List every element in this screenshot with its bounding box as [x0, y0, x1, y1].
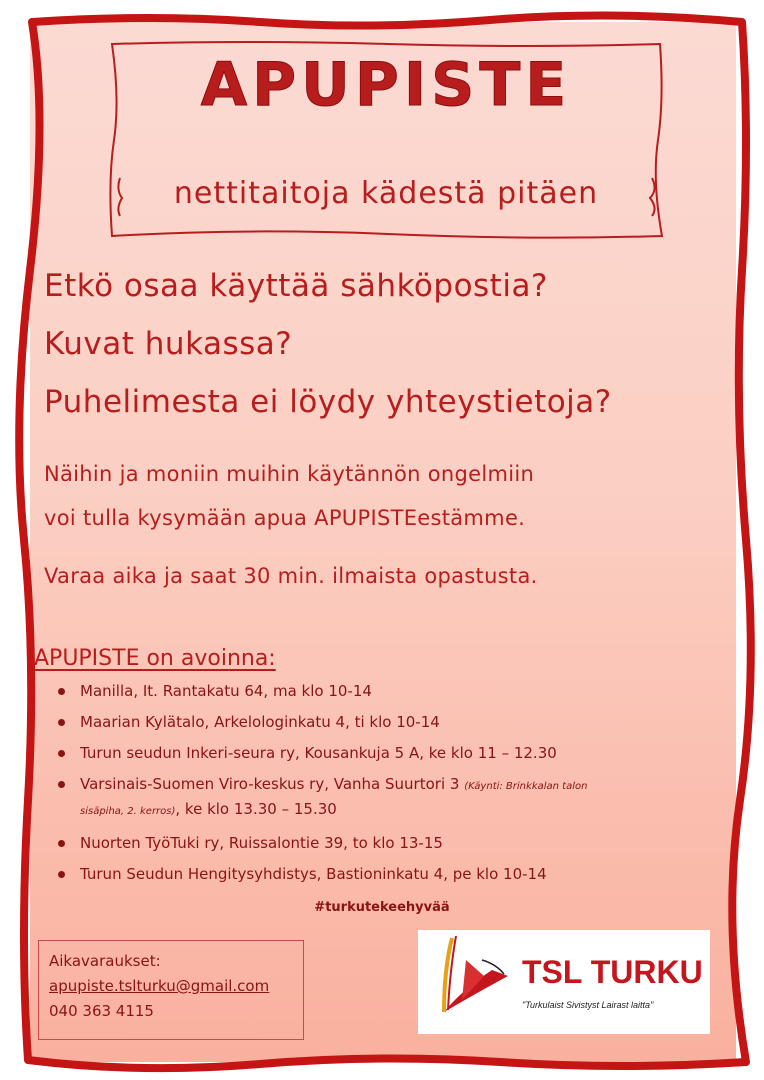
- list-item: Turun Seudun Hengitysyhdistys, Bastioninkatu 4, pe klo 10-14: [52, 863, 712, 885]
- logo-tagline: "Turkulaist Sivistyst Lairast laitta": [522, 1000, 654, 1010]
- intro-line-1: Näihin ja moniin muihin käytännön ongelmiin: [44, 462, 535, 486]
- contact-email-link[interactable]: apupiste.tslturku@gmail.com: [49, 977, 270, 995]
- location-viro-time: , ke klo 13.30 – 15.30: [175, 800, 337, 818]
- list-item: Nuorten TyöTuki ry, Ruissalontie 39, to klo 13-15: [52, 832, 712, 854]
- list-item: Turun seudun Inkeri-seura ry, Kousankuja 5 A, ke klo 11 – 12.30: [52, 742, 712, 764]
- contact-label: Aikavaraukset:: [49, 952, 161, 970]
- question-contacts: Puhelimesta ei löydy yhteystietoja?: [44, 384, 612, 420]
- sail-logo-icon: [422, 930, 522, 1034]
- contact-phone: 040 363 4115: [49, 1002, 154, 1020]
- list-item: Maarian Kylätalo, Arkelologinkatu 4, ti klo 10-14: [52, 711, 712, 733]
- intro-offer: Varaa aika ja saat 30 min. ilmaista opastusta.: [44, 564, 538, 588]
- list-item: [52, 773, 712, 823]
- location-viro-main: Varsinais-Suomen Viro-keskus ry, Vanha Suurtori 3: [80, 775, 460, 793]
- location-viro-note-a: (Käynti: Brinkkalan talon: [464, 781, 588, 792]
- contact-box: [38, 940, 304, 1040]
- hashtag: #turkutekeehyvää: [314, 900, 450, 915]
- page-title: APUPISTE: [200, 50, 572, 120]
- opening-hours-heading: APUPISTE on avoinna:: [34, 646, 276, 671]
- page-subtitle: nettitaitoja kädestä pitäen: [173, 176, 599, 211]
- list-item: Manilla, It. Rantakatu 64, ma klo 10-14: [52, 680, 712, 702]
- tsl-turku-logo: [418, 930, 710, 1034]
- question-email: Etkö osaa käyttää sähköpostia?: [44, 268, 548, 304]
- location-viro-note-b: sisäpiha, 2. kerros): [80, 806, 176, 817]
- question-photos: Kuvat hukassa?: [44, 326, 293, 362]
- location-list: [52, 680, 712, 894]
- logo-name: TSL TURKU: [522, 954, 703, 990]
- intro-line-2: voi tulla kysymään apua APUPISTEestämme.: [44, 506, 526, 530]
